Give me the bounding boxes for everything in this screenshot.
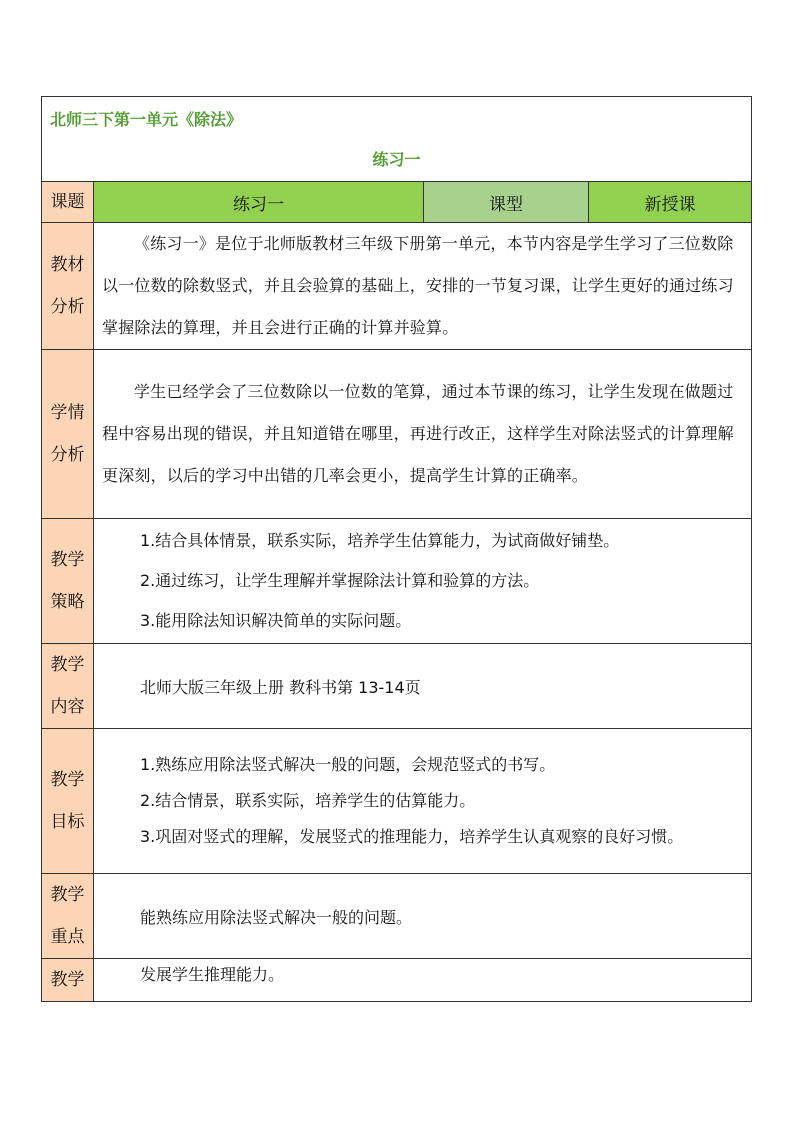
topic-label: 课题 xyxy=(42,182,94,223)
teaching-content-row xyxy=(42,644,752,729)
lesson-title: 练习一 xyxy=(372,150,421,169)
label-line: 教材 xyxy=(50,255,85,275)
teaching-strategy-cell xyxy=(94,519,752,644)
label-line: 教学 xyxy=(50,550,85,570)
list-item: 1.结合具体情景，联系实际，培养学生估算能力，为试商做好铺垫。 xyxy=(140,531,620,550)
teaching-strategy-label xyxy=(42,519,94,644)
key-point-label xyxy=(42,874,94,959)
difficulty-row xyxy=(42,959,752,1002)
list-item: 2.通过练习，让学生理解并掌握除法计算和验算的方法。 xyxy=(140,571,540,590)
type-label: 课型 xyxy=(424,182,589,223)
key-point-row xyxy=(42,874,752,959)
label-line: 目标 xyxy=(50,812,85,832)
label-line: 策略 xyxy=(50,592,85,612)
lesson-plan-table xyxy=(41,96,752,1002)
teaching-strategy-row xyxy=(42,519,752,644)
list-item: 3.能用除法知识解决简单的实际问题。 xyxy=(140,611,412,630)
teaching-content-cell xyxy=(94,644,752,729)
info-row xyxy=(42,182,752,223)
label-line: 教学 xyxy=(50,655,85,675)
teaching-content-text: 北师大版三年级上册 教科书第 13-14页 xyxy=(140,677,421,697)
learner-analysis-label xyxy=(42,350,94,519)
learner-analysis-text: 学生已经学会了三位数除以一位数的笔算，通过本节课的练习，让学生发现在做题过程中容易出现的错误，并且知道错在哪里，再进行改正，这样学生对除法竖式的计算理解更深刻，以后的学习中出错的几率会更小，提高学生计算的正确率。 xyxy=(102,382,734,485)
learner-analysis-cell xyxy=(94,350,752,519)
difficulty-label xyxy=(42,959,94,1002)
label-line: 教学 xyxy=(50,970,85,990)
lesson-plan-sheet xyxy=(41,96,751,1002)
material-analysis-text: 《练习一》是位于北师版教材三年级下册第一单元，本节内容是学生学习了三位数除以一位数的除数竖式，并且会验算的基础上，安排的一节复习课，让学生更好的通过练习掌握除法的算理，并且会进行正确的计算并验算。 xyxy=(102,234,734,337)
key-point-cell xyxy=(94,874,752,959)
label-line: 学情 xyxy=(50,403,85,423)
list-item: 1.熟练应用除法竖式解决一般的问题，会规范竖式的书写。 xyxy=(140,755,556,774)
label-line: 内容 xyxy=(50,697,85,717)
material-analysis-cell xyxy=(94,223,752,350)
topic-value: 练习一 xyxy=(94,182,424,223)
list-item: 3.巩固对竖式的理解，发展竖式的推理能力，培养学生认真观察的良好习惯。 xyxy=(140,827,684,846)
teaching-goals-cell xyxy=(94,729,752,874)
difficulty-cell xyxy=(94,959,752,1002)
label-line: 分析 xyxy=(50,297,85,317)
title-cell xyxy=(42,97,752,182)
label-line: 重点 xyxy=(50,927,85,947)
label-line: 分析 xyxy=(50,445,85,465)
material-analysis-label xyxy=(42,223,94,350)
key-point-text: 能熟练应用除法竖式解决一般的问题。 xyxy=(140,907,413,927)
list-item: 2.结合情景，联系实际，培养学生的估算能力。 xyxy=(140,791,476,810)
unit-title: 北师三下第一单元《除法》 xyxy=(50,110,243,129)
learner-analysis-row xyxy=(42,350,752,519)
material-analysis-row xyxy=(42,223,752,350)
type-value: 新授课 xyxy=(589,182,752,223)
label-line: 教学 xyxy=(50,885,85,905)
difficulty-text: 发展学生推理能力。 xyxy=(140,965,285,984)
title-row xyxy=(42,97,752,182)
label-line: 教学 xyxy=(50,770,85,790)
teaching-content-label xyxy=(42,644,94,729)
teaching-goals-row xyxy=(42,729,752,874)
teaching-goals-label xyxy=(42,729,94,874)
